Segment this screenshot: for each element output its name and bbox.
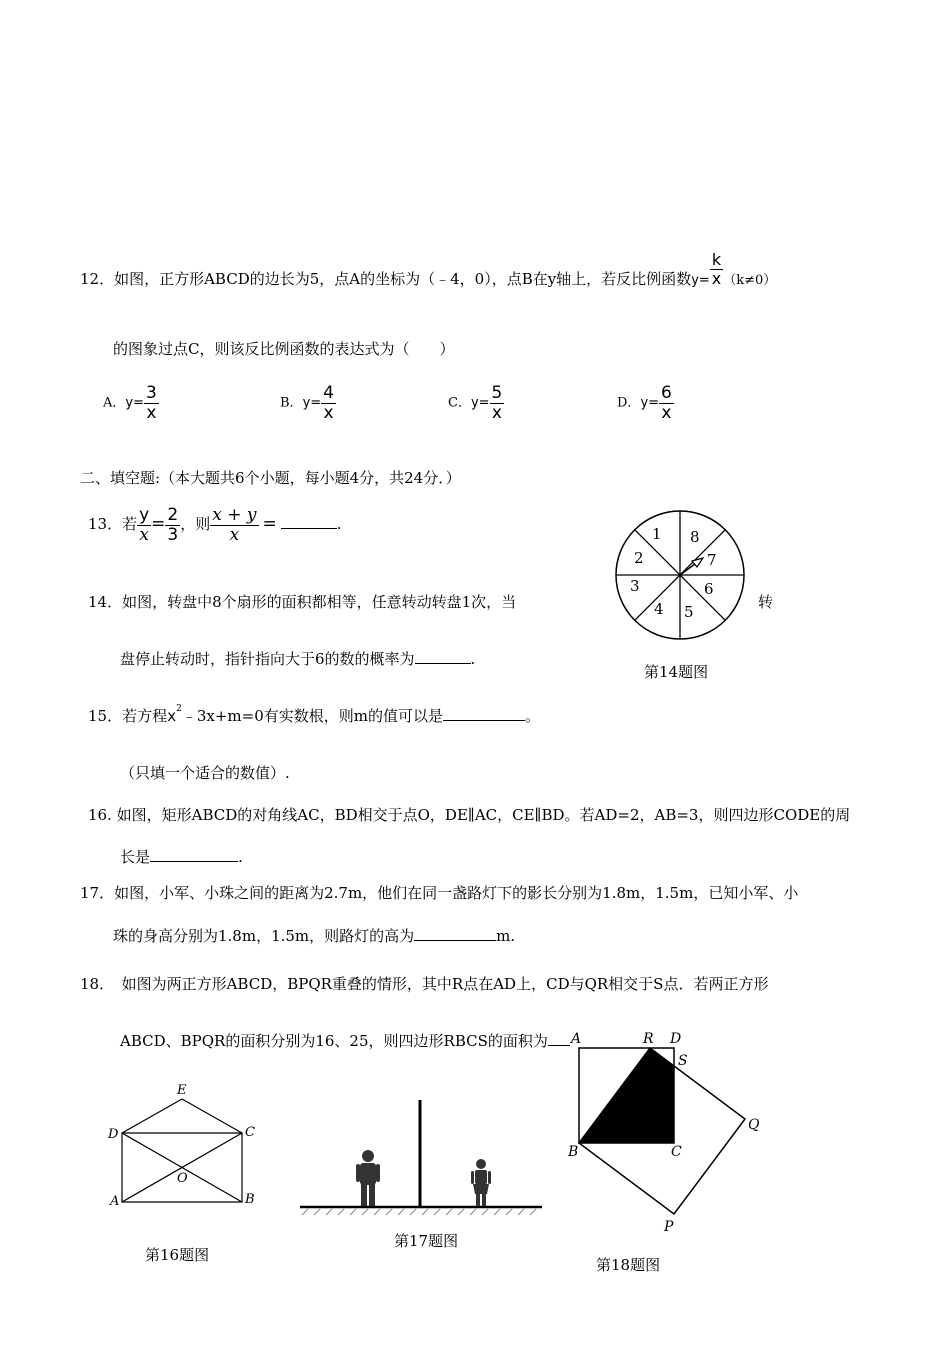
q12-option-b: B．y= $\frac{4}{x}$ [280,383,334,423]
q12-func-prefix: y= [691,273,710,288]
label-s: S [678,1053,688,1069]
person-xiaojun [356,1150,380,1206]
figure-17 [290,1090,552,1220]
q17-answer-blank[interactable] [414,940,496,941]
label-d: D [670,1031,682,1047]
q12-option-d: D．y= $\frac{6}{x}$ [617,383,672,423]
q12-func-fraction: $\frac{k}{x}$ [711,249,722,288]
spinner-number: 5 [684,603,694,621]
q13: 13．若 $\frac{y}{x}$ = $\frac{2}{3}$ ，则 $\frac{x + y}{x}$ = . [88,505,342,545]
q16-caption: 第16题图 [145,1246,210,1264]
spinner-number: 4 [654,600,664,618]
spinner-number: 6 [704,580,714,598]
figure-18 [560,1025,780,1240]
q16-answer-blank[interactable] [150,861,238,862]
spinner-number: 3 [630,577,640,595]
q12-text: 12．如图，正方形ABCD的边长为5，点A的坐标为（﹣4，0），点B在y轴上，若反比例函数 [80,270,692,288]
q14-caption: 第14题图 [644,663,709,681]
spinner-number: 2 [634,549,644,567]
q15-line1: 15．若方程$x^2﹣3x+m=0$有实数根，则m的值可以是 。 [88,704,541,725]
q14-answer-blank[interactable] [415,663,471,664]
q12-line2: 的图象过点C，则该反比例函数的表达式为（ ） [113,340,455,358]
label-e: E [177,1083,187,1098]
label-c: C [245,1125,255,1140]
q16-line2: 长是 . [120,848,243,866]
label-b: B [568,1144,579,1160]
quad-rbcs-shaded [579,1048,674,1143]
label-q: Q [748,1117,760,1133]
q14-line2: 盘停止转动时，指针指向大于6的数的概率为 . [120,650,476,668]
q12-line1 [80,249,777,289]
segment-de [122,1099,182,1133]
q12-option-a: A．y= $\frac{3}{x}$ [103,383,157,423]
figure-16 [100,1075,270,1215]
q13-fraction-y-over-x: $\frac{y}{x}$ [139,505,150,545]
q13-fraction-xy-over-x: $\frac{x + y}{x}$ [212,505,257,545]
q16-line1: 16. 如图，矩形ABCD的对角线AC，BD相交于点O，DE∥AC，CE∥BD。若AD=2，AB=3，则四边形CODE的周 [88,806,851,824]
segment-ce [182,1099,242,1133]
spinner-number: 8 [690,528,700,546]
section2-heading: 二、填空题:（本大题共6个小题，每小题4分，共24分．） [80,469,461,487]
spinner-number: 7 [707,551,717,569]
label-b: B [245,1192,255,1207]
person-xiaozhu [471,1159,491,1206]
label-a: A [110,1194,120,1209]
q12-func-cond: （k≠0） [723,273,777,288]
q15-answer-blank[interactable] [443,720,525,721]
q18-line2: ABCD、BPQR的面积分别为16、25，则四边形RBCS的面积为 [120,1030,570,1051]
q17-line2: 珠的身高分别为1.8m，1.5m，则路灯的高为 m. [113,927,516,945]
label-o: O [177,1171,188,1186]
q14-line1: 14．如图，转盘中8个扇形的面积都相等，任意转动转盘1次，当 [88,593,517,611]
q15-line2: （只填一个适合的数值）. [120,764,290,782]
label-r: R [643,1031,654,1047]
q14-line1-end: 转 [758,593,774,611]
q18-caption: 第18题图 [596,1256,661,1274]
label-c: C [671,1144,682,1160]
ground-hatching [302,1209,536,1215]
spinner-figure [606,505,756,655]
label-d: D [108,1127,119,1142]
label-p: P [664,1219,674,1235]
q17-caption: 第17题图 [394,1232,459,1250]
label-a: A [571,1031,582,1047]
q18-line1: 18． 如图为两正方形ABCD，BPQR重叠的情形，其中R点在AD上，CD与QR相交于S点．若两正方形 [80,975,769,993]
q13-fraction-2-over-3: $\frac{2}{3}$ [167,505,179,545]
q13-answer-blank[interactable] [281,528,337,529]
spinner-number: 1 [652,525,662,543]
q17-line1: 17．如图，小军、小珠之间的距离为2.7m，他们在同一盏路灯下的影长分别为1.8m，1.5m，已知小军、小 [80,884,799,902]
q12-option-c: C．y= $\frac{5}{x}$ [448,383,503,423]
